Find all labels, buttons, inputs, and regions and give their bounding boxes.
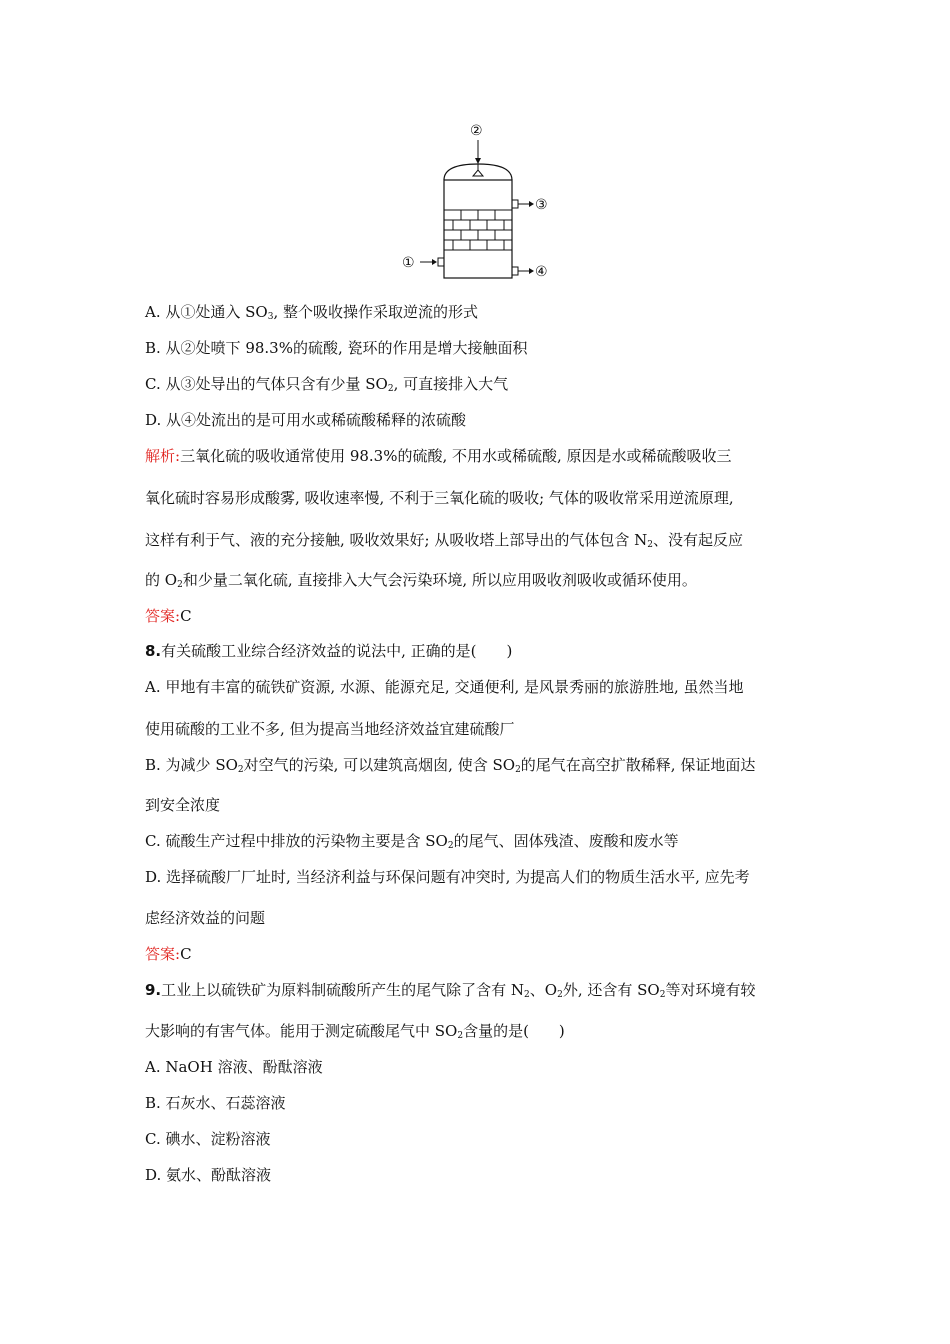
- q7-analysis-line-1: 解析:三氧化硫的吸收通常使用 98.3%的硫酸, 不用水或稀硫酸, 原因是水或稀硫酸吸收三: [145, 447, 732, 465]
- q7-option-d: D. 从④处流出的是可用水或稀硫酸稀释的浓硫酸: [145, 411, 467, 429]
- q7-analysis-line-4: 的 $O_2$和少量二氧化硫, 直接排入大气会污染环境, 所以应用吸收剂吸收或循环使用。: [145, 571, 697, 590]
- answer-label: 答案:: [145, 945, 181, 963]
- q7-option-c: C. 从③处导出的气体只含有少量 $SO_2$, 可直接排入大气: [145, 375, 509, 394]
- q8-option-b-line-2: 到安全浓度: [145, 796, 221, 814]
- q8-option-b-line-1: B. 为减少 $SO_2$对空气的污染, 可以建筑高烟囱, 使含 $SO_2$的尾气在高空扩散稀释, 保证地面达: [145, 756, 756, 775]
- q8-option-a-line-1: A. 甲地有丰富的硫铁矿资源, 水源、能源充足, 交通便利, 是风景秀丽的旅游胜地, 虽然当地: [145, 678, 744, 696]
- label-inlet-left: ①: [402, 255, 415, 271]
- q7-analysis-line-2: 氧化硫时容易形成酸雾, 吸收速率慢, 不利于三氧化硫的吸收; 气体的吸收常采用逆流原理,: [145, 489, 734, 507]
- q9-option-a: A. NaOH 溶液、酚酞溶液: [145, 1058, 323, 1076]
- analysis-label: 解析:: [145, 447, 181, 465]
- q8-option-a-line-2: 使用硫酸的工业不多, 但为提高当地经济效益宜建硫酸厂: [145, 720, 515, 738]
- q7-option-a: A. 从①处通入 $SO_3$, 整个吸收操作采取逆流的形式: [145, 303, 478, 322]
- label-outlet-lower: ④: [535, 264, 548, 280]
- q9-option-d: D. 氨水、酚酞溶液: [145, 1166, 272, 1184]
- q8-option-d-line-2: 虑经济效益的问题: [145, 909, 266, 927]
- ceramic-ring-packing: [444, 210, 512, 250]
- answer-label: 答案:: [145, 607, 181, 625]
- label-inlet-top: ②: [470, 123, 483, 139]
- label-outlet-upper: ③: [535, 197, 548, 213]
- q9-option-b: B. 石灰水、石蕊溶液: [145, 1094, 286, 1112]
- q8-answer: 答案:C: [145, 945, 192, 963]
- q7-answer: 答案:C: [145, 607, 192, 625]
- q9-stem-line-1: 9.工业上以硫铁矿为原料制硫酸所产生的尾气除了含有 $N_2$、$O_2$外, 还含有 $SO_2$等对环境有较: [145, 981, 756, 1000]
- q8-stem: 8.有关硫酸工业综合经济效益的说法中, 正确的是( ): [145, 642, 513, 660]
- q9-stem-line-2: 大影响的有害气体。能用于测定硫酸尾气中 $SO_2$含量的是( ): [145, 1022, 565, 1041]
- q7-analysis-line-3: 这样有利于气、液的充分接触, 吸收效果好; 从吸收塔上部导出的气体包含 $N_2$、没有起反应: [145, 531, 744, 550]
- q8-option-d-line-1: D. 选择硫酸厂厂址时, 当经济利益与环保问题有冲突时, 为提高人们的物质生活水平, 应先考: [145, 868, 750, 886]
- q7-option-b: B. 从②处喷下 98.3%的硫酸, 瓷环的作用是增大接触面积: [145, 339, 528, 357]
- q9-option-c: C. 碘水、淀粉溶液: [145, 1130, 271, 1148]
- q8-option-c: C. 硫酸生产过程中排放的污染物主要是含 $SO_2$的尾气、固体残渣、废酸和废水等: [145, 832, 679, 851]
- absorption-tower-diagram: [398, 118, 558, 288]
